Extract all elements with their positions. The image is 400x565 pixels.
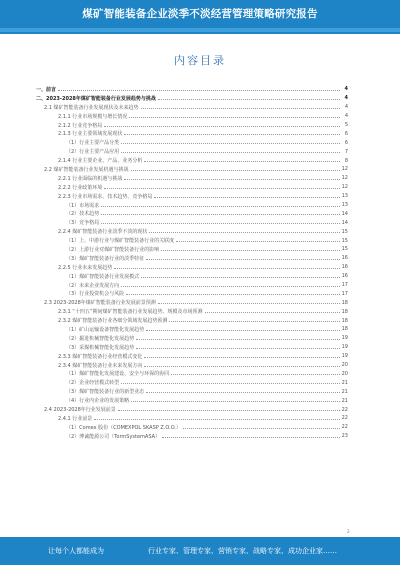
toc-leader-dots	[136, 348, 339, 349]
toc-entry[interactable]	[36, 85, 348, 94]
toc-entry-label: （2）上游行业对煤矿智能装备行业的影响	[66, 246, 160, 253]
toc-entry-page: 20	[341, 370, 348, 377]
toc-entry-label: （1）Comex 股份（COMEXPOL SKASP Z.O.O.）	[66, 424, 182, 431]
toc-entry-label: （3）采煤机械智能化发展趋势	[66, 344, 135, 351]
toc-entry-label: 2.2.2 行业政策环境	[58, 184, 103, 191]
toc-entry-page: 15	[341, 228, 348, 235]
toc-entry[interactable]	[36, 343, 348, 352]
toc-entry-label: 2.3.2 煤矿智能装备行业各细分领域发展趋势预测	[58, 318, 168, 325]
toc-entry-page: 22	[341, 406, 348, 413]
toc-entry[interactable]	[36, 192, 348, 201]
toc-entry-page: 8	[344, 157, 348, 164]
toc-leader-dots	[101, 214, 339, 215]
toc-entry[interactable]	[36, 289, 348, 298]
toc-entry[interactable]	[36, 112, 348, 121]
toc-entry-label: 2.1.2 行业竞争格局	[58, 122, 103, 129]
toc-entry[interactable]	[36, 218, 348, 227]
toc-leader-dots	[124, 179, 339, 180]
toc-entry[interactable]	[36, 352, 348, 361]
toc-entry-page: 13	[341, 202, 348, 209]
toc-entry-page: 5	[344, 122, 348, 128]
toc-entry-label: 2.1.3 行业主要领域发展现状	[58, 131, 123, 138]
toc-entry-label: 2.2.5 行业未来发展趋势	[58, 264, 113, 271]
toc-entry-label: （2）掘进机械智能化发展趋势	[66, 335, 135, 342]
toc-entry[interactable]	[36, 396, 348, 405]
toc-entry-label: 2.4.1 行业前景	[58, 415, 93, 422]
toc-entry[interactable]	[36, 254, 348, 263]
toc-entry[interactable]	[36, 298, 348, 307]
toc-leader-dots	[58, 90, 340, 91]
toc-entry[interactable]	[36, 129, 348, 138]
toc-entry[interactable]	[36, 245, 348, 254]
toc-entry-label: 2.3.4 煤矿智能装备行业未来发展方向	[58, 362, 143, 369]
toc-entry-label: （2）未来企业发展方向	[66, 282, 120, 289]
toc-entry-page: 17	[341, 290, 348, 297]
toc-entry-label: （4）行业内企业的发展策略	[66, 398, 130, 405]
toc-entry-page: 16	[341, 255, 348, 262]
toc-entry-page: 21	[341, 397, 348, 404]
toc-entry-page: 19	[341, 335, 348, 342]
toc-entry[interactable]	[36, 183, 348, 192]
toc-entry-page: 15	[341, 246, 348, 253]
toc-entry-label: 2.1.1 行业市场规模与增长情况	[58, 113, 128, 120]
toc-entry-label: （2）行业主要产品应用	[66, 149, 120, 156]
toc-leader-dots	[171, 374, 339, 375]
toc-entry-label: （2）博诚能源公司（TormSystemASA）	[66, 433, 161, 440]
toc-entry[interactable]	[36, 201, 348, 210]
toc-entry-label: 2.2.4 煤矿智能装备行业淡季不淡的现状	[58, 229, 148, 236]
toc-entry-label: （1）行业主要产品分类	[66, 140, 120, 147]
toc-entry-page: 22	[341, 424, 348, 431]
toc-entry-label: 2.3 2023-2028年煤矿智能装备行业发展前景预测	[44, 300, 156, 307]
toc-entry[interactable]	[36, 165, 348, 174]
toc-leader-dots	[169, 321, 339, 322]
report-header	[0, 0, 400, 34]
toc-entry-label: 2.4 2023-2028年行业发展前景	[44, 407, 116, 413]
toc-entry-label: 2.2.3 行业市场需求、技术趋势、竞争格局	[58, 193, 153, 200]
toc-leader-dots	[149, 232, 339, 233]
toc-entry-page: 12	[341, 166, 348, 173]
toc-leader-dots	[131, 401, 339, 402]
toc-leader-dots	[158, 303, 340, 304]
toc-entry[interactable]	[36, 236, 348, 245]
toc-entry[interactable]	[36, 94, 348, 103]
toc-entry[interactable]	[36, 325, 348, 334]
toc-entry-label: （2）技术趋势	[66, 211, 100, 218]
toc-entry-page: 4	[344, 104, 348, 111]
toc-entry-page: 4	[344, 113, 348, 120]
footer-slogan-left: 让每个人都能成为	[48, 547, 104, 555]
toc-entry-label: （1）煤矿智能化发展建设、安全与环保的协同	[66, 371, 170, 378]
toc-entry-page: 19	[341, 344, 348, 351]
toc-leader-dots	[144, 357, 339, 358]
toc-leader-dots	[131, 170, 340, 171]
toc-entry-page: 18	[341, 326, 348, 333]
page-number: 2	[347, 529, 350, 534]
table-of-contents	[36, 85, 348, 441]
toc-entry[interactable]	[36, 414, 348, 423]
toc-entry-page: 22	[341, 415, 348, 422]
toc-leader-dots	[114, 268, 339, 269]
toc-entry-label: 二、2023-2028年煤矿智能装备行业发展趋势与挑战	[36, 95, 156, 102]
toc-entry-page: 4	[344, 95, 348, 102]
toc-entry[interactable]	[36, 370, 348, 379]
toc-entry-page: 18	[341, 308, 348, 315]
toc-entry[interactable]	[36, 316, 348, 325]
toc-entry-label: （3）竞争格局	[66, 220, 100, 227]
toc-entry-page: 6	[344, 130, 348, 137]
toc-entry[interactable]	[36, 281, 348, 290]
toc-leader-dots	[162, 437, 340, 438]
toc-entry-label: （3）煤矿智能装备行业的新型业态	[66, 389, 145, 396]
toc-leader-dots	[129, 117, 340, 118]
toc-entry-page: 19	[341, 353, 348, 360]
toc-leader-dots	[144, 366, 339, 367]
toc-entry[interactable]	[36, 209, 348, 218]
toc-entry[interactable]	[36, 378, 348, 387]
toc-leader-dots	[126, 294, 339, 295]
toc-entry-label: 2.2 煤矿智能装备行业发展机遇与挑战	[44, 166, 129, 173]
toc-leader-dots	[104, 126, 340, 127]
toc-entry-label: （3）行业投资机会与风险	[66, 291, 125, 298]
toc-entry-label: 2.1 煤矿智能装备行业发展现状及未来趋势	[44, 104, 139, 111]
toc-entry-label: （3）煤矿智能装备行业的淡季特征	[66, 255, 145, 262]
toc-entry-label: 2.2.1 行业面临的机遇与挑战	[58, 175, 123, 182]
toc-leader-dots	[158, 99, 340, 100]
toc-entry[interactable]	[36, 334, 348, 343]
toc-leader-dots	[161, 250, 339, 251]
toc-leader-dots	[141, 277, 339, 278]
toc-entry-label: 2.3.1 “十四五”期间煤矿智能装备行业发展趋势、规模及市场预测	[58, 309, 203, 316]
toc-leader-dots	[183, 428, 340, 429]
toc-leader-dots	[104, 188, 339, 189]
toc-leader-dots	[121, 383, 339, 384]
toc-entry[interactable]	[36, 263, 348, 272]
toc-entry-page: 7	[344, 148, 348, 155]
toc-entry-page: 16	[341, 264, 348, 271]
footer-slogan-right: 行业专家、管理专家、营销专家、战略专家、成功企业家……	[148, 547, 337, 555]
toc-entry-label: （1）煤矿智能装备行业发展模式	[66, 273, 140, 280]
toc-entry-page: 21	[341, 388, 348, 395]
toc-entry-page: 15	[341, 237, 348, 244]
toc-entry[interactable]	[36, 387, 348, 396]
toc-entry[interactable]	[36, 156, 348, 165]
toc-leader-dots	[176, 241, 339, 242]
toc-entry-page: 23	[341, 433, 348, 440]
toc-entry-page: 14	[341, 210, 348, 217]
toc-entry[interactable]	[36, 138, 348, 147]
toc-entry-label: （1）市场需求	[66, 202, 100, 209]
toc-entry-page: 17	[341, 282, 348, 289]
toc-leader-dots	[121, 143, 340, 144]
header-stripe	[0, 28, 400, 32]
toc-entry-page: 16	[341, 273, 348, 280]
toc-leader-dots	[205, 312, 340, 313]
toc-entry-page: 18	[341, 317, 348, 324]
toc-entry[interactable]	[36, 432, 348, 441]
toc-leader-dots	[101, 206, 339, 207]
toc-entry-page: 14	[341, 219, 348, 226]
toc-entry-label: （1）矿山运输设备智能化发展趋势	[66, 326, 145, 333]
toc-leader-dots	[136, 339, 339, 340]
toc-entry[interactable]	[36, 174, 348, 183]
toc-entry-page: 18	[341, 299, 348, 306]
toc-entry[interactable]	[36, 272, 348, 281]
toc-entry[interactable]	[36, 147, 348, 156]
toc-entry-page: 12	[341, 184, 348, 191]
toc-entry-label: （2）企业经营模式转型	[66, 380, 120, 387]
toc-entry[interactable]	[36, 361, 348, 370]
toc-entry[interactable]	[36, 423, 348, 432]
toc-leader-dots	[94, 419, 339, 420]
toc-entry-page: 6	[344, 139, 348, 146]
toc-leader-dots	[118, 410, 340, 411]
toc-entry-label: 2.3.3 煤矿智能装备行业经营模式变化	[58, 353, 143, 360]
toc-leader-dots	[154, 197, 339, 198]
toc-entry-label: 一、前言	[36, 86, 57, 93]
toc-leader-dots	[141, 108, 340, 109]
report-footer	[0, 537, 400, 565]
toc-entry-page: 21	[341, 379, 348, 386]
toc-leader-dots	[124, 134, 340, 135]
toc-leader-dots	[101, 223, 339, 224]
toc-entry-page: 12	[341, 175, 348, 182]
toc-leader-dots	[121, 286, 339, 287]
toc-leader-dots	[144, 161, 340, 162]
toc-entry[interactable]	[36, 227, 348, 236]
toc-title: 内容目录	[174, 54, 226, 67]
toc-entry-page: 4	[344, 86, 348, 93]
toc-entry[interactable]	[36, 103, 348, 112]
toc-entry-label: （1）上、中游行业与煤矿智能装备行业的关联度	[66, 238, 175, 245]
toc-entry[interactable]	[36, 405, 348, 414]
toc-entry-page: 20	[341, 362, 348, 369]
report-title: 煤矿智能装备企业淡季不淡经营管理策略研究报告	[82, 8, 318, 20]
toc-entry-label: 2.1.4 行业主要企业、产品、业务分析	[58, 158, 143, 165]
toc-entry[interactable]	[36, 121, 348, 130]
toc-leader-dots	[146, 392, 339, 393]
toc-leader-dots	[121, 152, 340, 153]
toc-entry[interactable]	[36, 307, 348, 316]
toc-leader-dots	[146, 330, 339, 331]
toc-entry-page: 13	[341, 193, 348, 200]
toc-leader-dots	[146, 259, 339, 260]
